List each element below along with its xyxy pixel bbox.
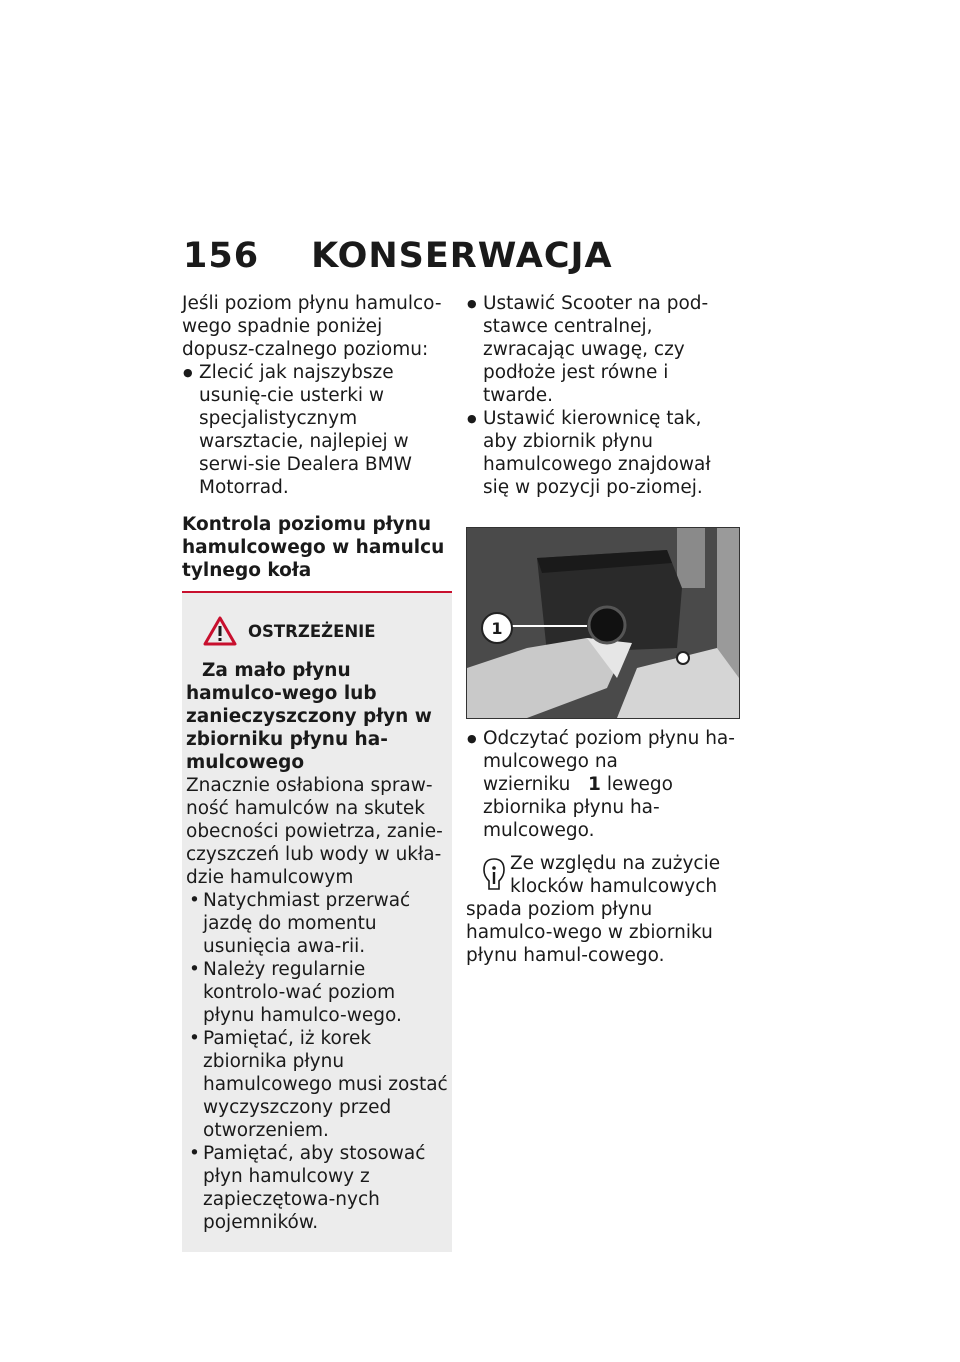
step-item-read-level (466, 727, 738, 842)
warning-body: Znacznie osłabiona spraw-ność hamulców na skutek obecności powietrza, zanie-czyszczeń lub wody w ukła-dzie hamulcowym (186, 775, 443, 888)
warning-heading-text: Za mało płynu hamulco-wego lub zanieczyszczony płyn w zbiorniku płynu ha-mulcowego (186, 660, 432, 773)
intro-text: Jeśli poziom płynu hamulco-wego spadnie poniżej dopusz-czalnego poziomu: (182, 293, 442, 360)
brake-reservoir-figure (466, 527, 740, 719)
warning-heading (186, 659, 448, 774)
step-list-2 (466, 727, 738, 842)
section-heading: Kontrola poziomu płynu hamulcowego w hamulcu tylnego koła (182, 514, 445, 581)
step3-ref: 1 (588, 774, 601, 795)
warning-bullet: • Natychmiast przerwać jazdę do momentu usunięcia awa-rii. (186, 889, 448, 958)
step-item: ● Ustawić Scooter na pod-stawce centralnej, zwracając uwagę, czy podłoże jest równe i twarde. (466, 292, 738, 407)
intro-bullet: ● Zlecić jak najszybsze usunię-cie usterki w specjalistycznym warsztacie, najlepiej w serwi-sie Dealera BMW Motorrad. (182, 361, 452, 499)
intro-bullets (182, 361, 452, 499)
figure-callout-1: 1 (481, 612, 513, 644)
info-rest: spada poziom płynu hamulco-wego w zbiorniku płynu hamul-cowego. (466, 899, 713, 966)
warning-title-row (186, 615, 448, 647)
info-icon (480, 856, 508, 894)
step-item: ● Ustawić kierownicę tak, aby zbiornik płynu hamulcowego znajdował się w pozycji po-ziomej. (466, 407, 738, 499)
info-first: Ze względu na zużycie klocków hamulcowych (510, 853, 721, 897)
right-column (466, 292, 738, 967)
warning-bullets (186, 889, 448, 1234)
page-number: 156 (183, 236, 260, 276)
step-list (466, 292, 738, 499)
step3-text-b: lewego zbiornika płynu ha-mulcowego. (483, 774, 673, 841)
chapter-title: KONSERWACJA (311, 236, 613, 276)
page-header (183, 236, 613, 276)
warning-title: OSTRZEŻENIE (248, 621, 376, 641)
warning-bullet: • Należy regularnie kontrolo-wać poziom płynu hamulco-wego. (186, 958, 448, 1027)
warning-bullet: • Pamiętać, iż korek zbiornika płynu hamulcowego musi zostać wyczyszczony przed otworzeniem. (186, 1027, 448, 1142)
warning-bullet: • Pamiętać, aby stosować płyn hamulcowy z zapieczętowa-nych pojemników. (186, 1142, 448, 1234)
warning-box (182, 593, 452, 1252)
left-column (182, 292, 452, 1252)
warning-triangle-icon (202, 615, 238, 647)
info-note (466, 852, 738, 967)
step3-text-a: Odczytać poziom płynu ha-mulcowego na wzierniku (483, 728, 735, 795)
